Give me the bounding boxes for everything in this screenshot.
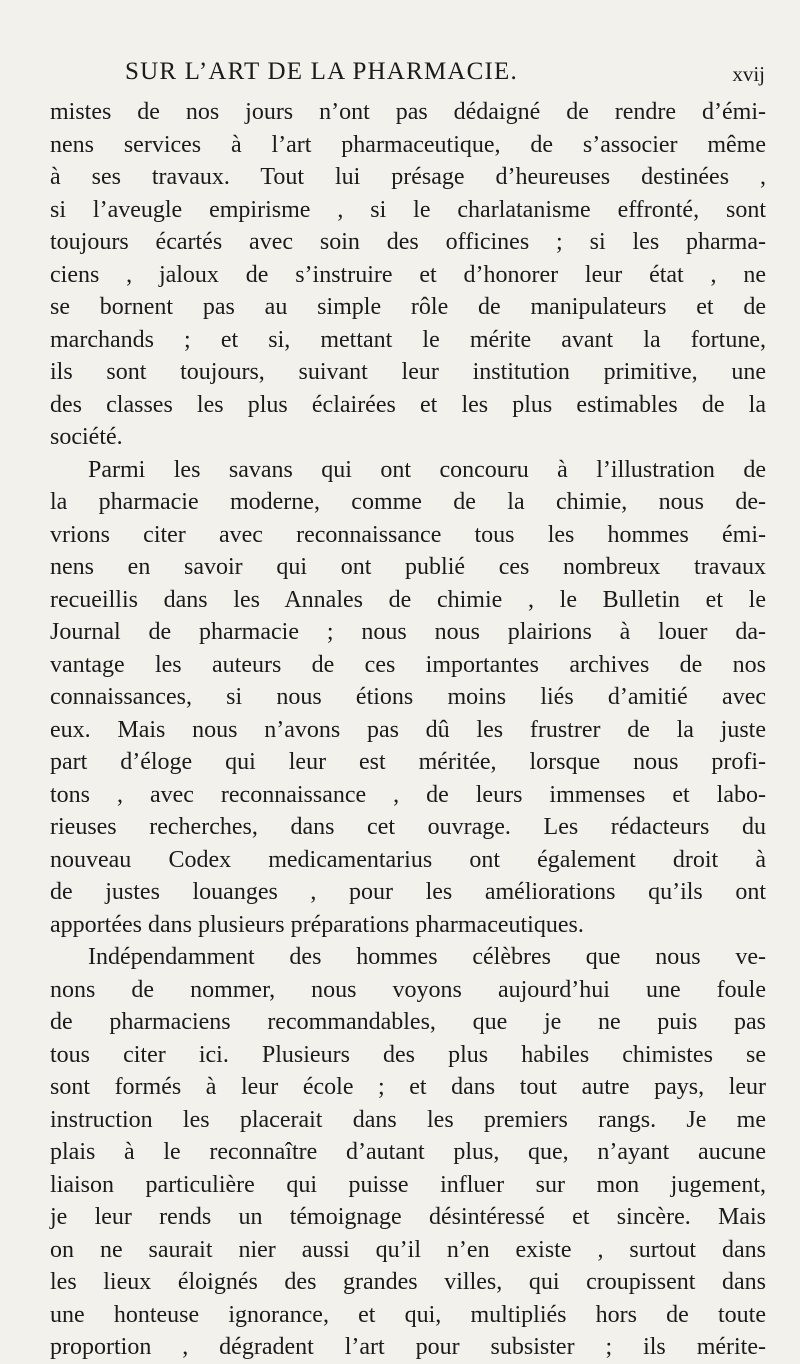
text-line: tous citer ici. Plusieurs des plus habiles chimistes se <box>50 1041 766 1068</box>
running-title: SUR L’ART DE LA PHARMACIE. <box>125 58 518 85</box>
text-line: je leur rends un témoignage désintéressé et sincère. Mais <box>50 1204 766 1230</box>
text-line: eux. Mais nous n’avons pas dû les frustrer de la juste <box>50 716 766 743</box>
text-line: rieuses recherches, dans cet ouvrage. Les rédacteurs du <box>50 814 766 840</box>
text-line: une honteuse ignorance, et qui, multipliés hors de toute <box>50 1301 766 1328</box>
text-line: instruction les placerait dans les premiers rangs. Je me <box>50 1106 766 1133</box>
paragraph-start-line: Parmi les savans qui ont concouru à l’illustration de <box>88 456 766 483</box>
running-header <box>125 58 765 98</box>
text-line: nouveau Codex medicamentarius ont également droit à <box>50 846 766 873</box>
text-line: ciens , jaloux de s’instruire et d’honorer leur état , ne <box>50 261 766 288</box>
text-line: des classes les plus éclairées et les plus estimables de la <box>50 391 766 418</box>
page-number: xvij <box>732 62 765 86</box>
text-line: nens services à l’art pharmaceutique, de s’associer même <box>50 131 766 158</box>
text-line: liaison particulière qui puisse influer sur mon jugement, <box>50 1171 766 1198</box>
text-line: de pharmaciens recommandables, que je ne puis pas <box>50 1009 766 1035</box>
text-line: connaissances, si nous étions moins liés d’amitié avec <box>50 684 766 710</box>
text-line: vantage les auteurs de ces importantes archives de nos <box>50 651 766 678</box>
text-line: de justes louanges , pour les améliorations qu’ils ont <box>50 879 766 905</box>
text-line: sont formés à leur école ; et dans tout autre pays, leur <box>50 1074 766 1100</box>
text-line: Journal de pharmacie ; nous nous plairions à louer da- <box>50 619 766 645</box>
text-line: la pharmacie moderne, comme de la chimie, nous de- <box>50 489 766 515</box>
text-line: à ses travaux. Tout lui présage d’heureuses destinées , <box>50 164 766 190</box>
text-line: marchands ; et si, mettant le mérite avant la fortune, <box>50 326 766 353</box>
text-line: se bornent pas au simple rôle de manipulateurs et de <box>50 294 766 320</box>
text-line: société. <box>50 424 123 450</box>
text-line: nons de nommer, nous voyons aujourd’hui une foule <box>50 976 766 1003</box>
text-line: recueillis dans les Annales de chimie , le Bulletin et le <box>50 586 766 613</box>
text-line: tons , avec reconnaissance , de leurs immenses et labo- <box>50 781 766 808</box>
text-line: on ne saurait nier aussi qu’il n’en existe , surtout dans <box>50 1236 766 1263</box>
text-line: mistes de nos jours n’ont pas dédaigné de rendre d’émi- <box>50 99 766 125</box>
text-line: les lieux éloignés des grandes villes, qui croupissent dans <box>50 1269 766 1295</box>
paragraph-start-line: Indépendamment des hommes célèbres que nous ve- <box>88 944 766 970</box>
text-line: part d’éloge qui leur est méritée, lorsque nous profi- <box>50 749 766 775</box>
text-line: toujours écartés avec soin des officines ; si les pharma- <box>50 229 766 255</box>
text-line: nens en savoir qui ont publié ces nombreux travaux <box>50 554 766 580</box>
text-line: ils sont toujours, suivant leur institution primitive, une <box>50 359 766 385</box>
text-line: vrions citer avec reconnaissance tous les hommes émi- <box>50 521 766 548</box>
text-line: apportées dans plusieurs préparations pharmaceutiques. <box>50 911 584 938</box>
text-line: proportion , dégradent l’art pour subsister ; ils mérite- <box>50 1334 766 1360</box>
text-line: si l’aveugle empirisme , si le charlatanisme effronté, sont <box>50 196 766 223</box>
body-text <box>50 96 766 1364</box>
text-line: plais à le reconnaître d’autant plus, que, n’ayant aucune <box>50 1139 766 1165</box>
